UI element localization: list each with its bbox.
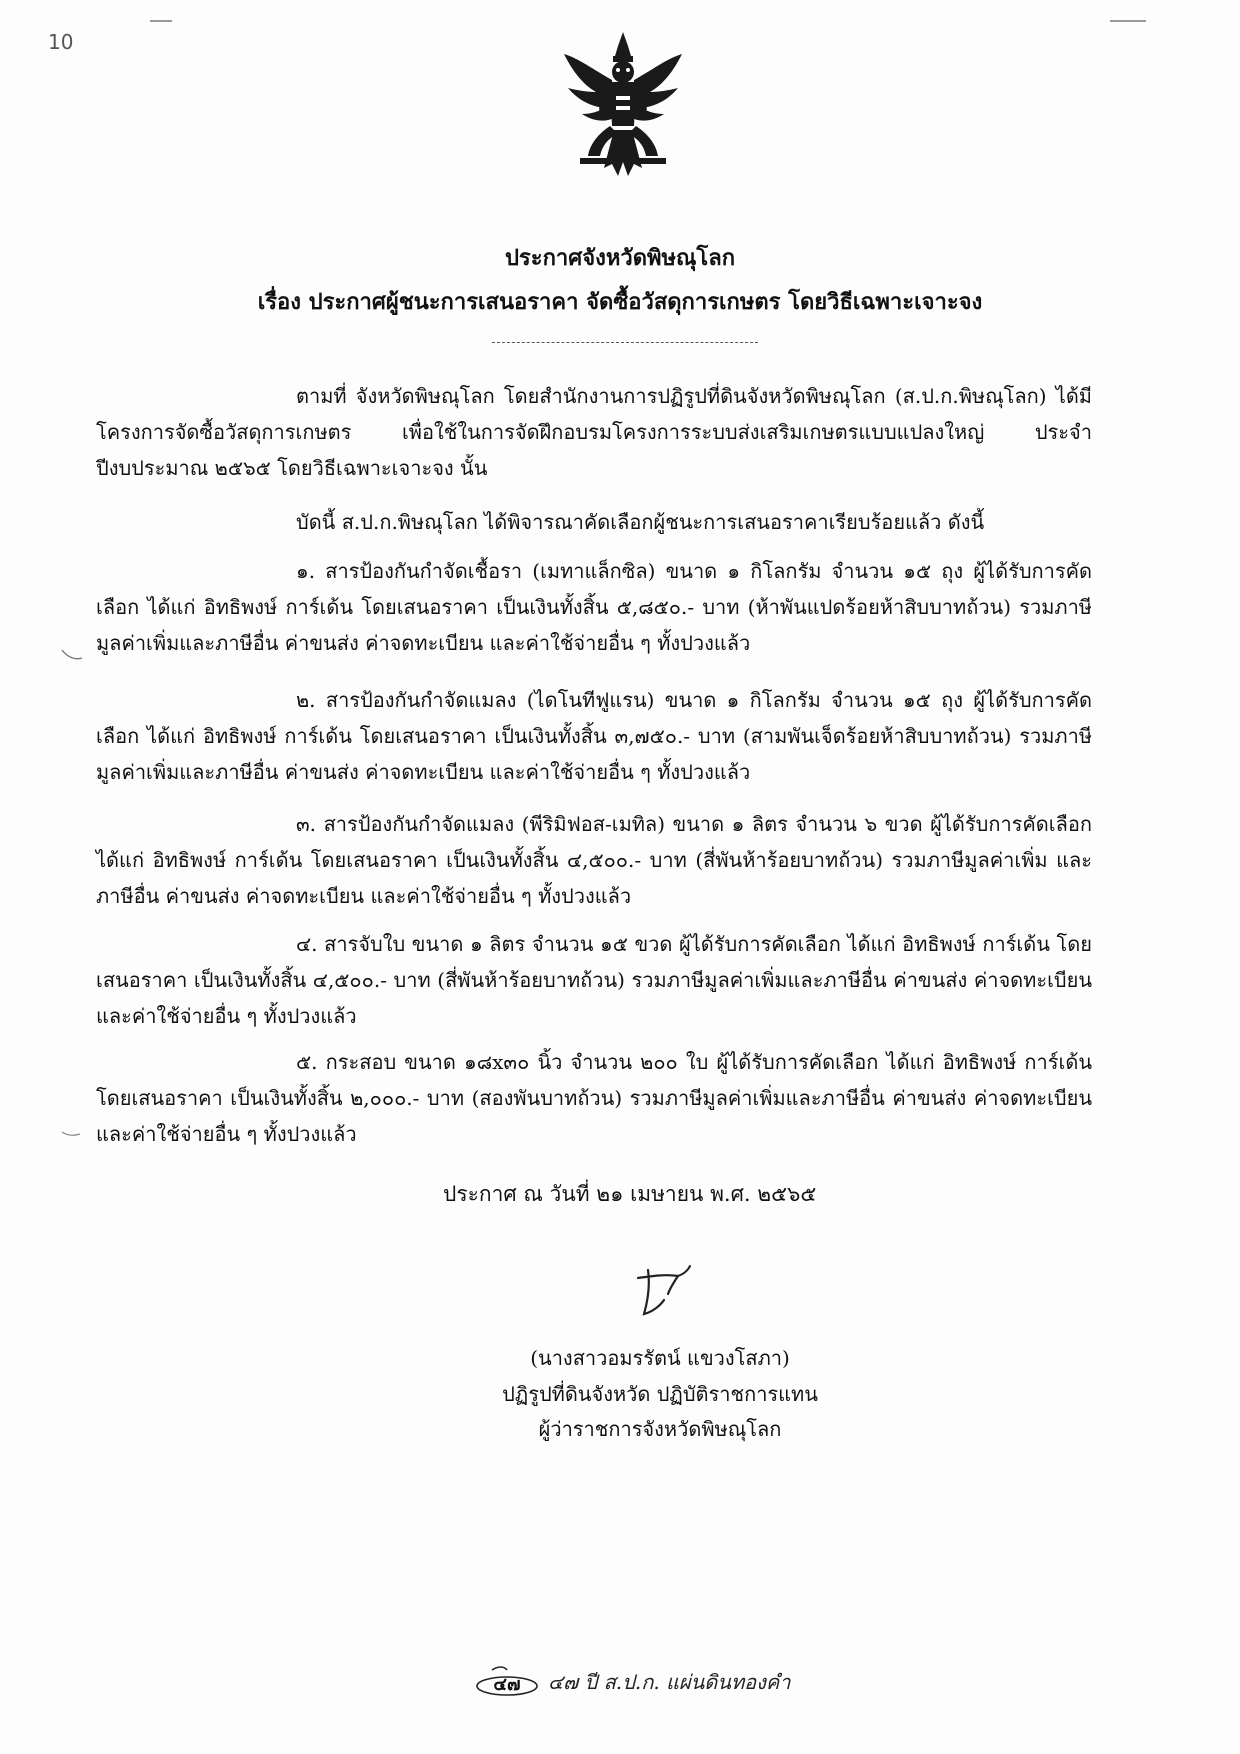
award-item-1: ๑. สารป้องกันกำจัดเชื้อรา (เมทาแล็กซิล) ขนาด ๑ กิโลกรัม จำนวน ๑๕ ถุง ผู้ได้รับการคัดเลือก ได้แก่ อิทธิพงษ์ การ์เด้น โดยเสนอราคา เป็นเงินทั้งสิ้น ๕,๘๕๐.- บาท (ห้าพันแปดร้อยห้าสิบบาทถ้วน) รวมภาษีมูลค่าเพิ่มและภาษีอื่น ค่าขนส่ง ค่าจดทะเบียน และค่าใช้จ่ายอื่น ๆ ทั้งปวงแล้ว xyxy=(96,559,1092,655)
award-item-5: ๕. กระสอบ ขนาด ๑๘x๓๐ นิ้ว จำนวน ๒๐๐ ใบ ผู้ได้รับการคัดเลือก ได้แก่ อิทธิพงษ์ การ์เด้น โดยเสนอราคา เป็นเงินทั้งสิ้น ๒,๐๐๐.- บาท (สองพันบาทถ้วน) รวมภาษีมูลค่าเพิ่มและภาษีอื่น ค่าขนส่ง ค่าจดทะเบียน และค่าใช้จ่ายอื่น ๆ ทั้งปวงแล้ว xyxy=(96,1050,1092,1146)
signatory-title: ผู้ว่าราชการจังหวัดพิษณุโลก xyxy=(538,1417,782,1441)
footer-logo-text: ๔๗ xyxy=(493,1674,521,1695)
alro-47-anniversary-logo-icon xyxy=(474,1664,540,1696)
announcement-title: ประกาศจังหวัดพิษณุโลก xyxy=(504,245,736,271)
award-item-4: ๔. สารจับใบ ขนาด ๑ ลิตร จำนวน ๑๕ ขวด ผู้ได้รับการคัดเลือก ได้แก่ อิทธิพงษ์ การ์เด้น โดยเสนอราคา เป็นเงินทั้งสิ้น ๔,๕๐๐.- บาท (สี่พันห้าร้อยบาทถ้วน) รวมภาษีมูลค่าเพิ่มและภาษีอื่น ค่าขนส่ง ค่าจดทะเบียน และค่าใช้จ่ายอื่น ๆ ทั้งปวงแล้ว xyxy=(96,932,1092,1028)
scan-margin-mark xyxy=(60,648,84,662)
award-item-2: ๒. สารป้องกันกำจัดแมลง (ไดโนทีฟูแรน) ขนาด ๑ กิโลกรัม จำนวน ๑๕ ถุง ผู้ได้รับการคัดเลือก ได้แก่ อิทธิพงษ์ การ์เด้น โดยเสนอราคา เป็นเงินทั้งสิ้น ๓,๗๕๐.- บาท (สามพันเจ็ดร้อยห้าสิบบาทถ้วน) รวมภาษีมูลค่าเพิ่มและภาษีอื่น ค่าขนส่ง ค่าจดทะเบียน และค่าใช้จ่ายอื่น ๆ ทั้งปวงแล้ว xyxy=(96,688,1093,784)
title-divider xyxy=(492,342,758,343)
scan-tick-mark xyxy=(150,20,172,22)
announcement-date: ประกาศ ณ วันที่ ๒๑ เมษายน พ.ศ. ๒๕๖๕ xyxy=(443,1182,817,1206)
handwritten-signature-icon xyxy=(630,1260,700,1322)
award-item-3: ๓. สารป้องกันกำจัดแมลง (พีริมิฟอส-เมทิล) ขนาด ๑ ลิตร จำนวน ๖ ขวด ผู้ได้รับการคัดเลือก ได้แก่ อิทธิพงษ์ การ์เด้น โดยเสนอราคา เป็นเงินทั้งสิ้น ๔,๕๐๐.- บาท (สี่พันห้าร้อยบาทถ้วน) รวมภาษีมูลค่าเพิ่ม และภาษีอื่น ค่าขนส่ง ค่าจดทะเบียน และค่าใช้จ่ายอื่น ๆ ทั้งปวงแล้ว xyxy=(96,812,1092,908)
scan-margin-mark xyxy=(60,1128,84,1142)
scan-tick-mark xyxy=(1110,20,1146,22)
result-statement: บัดนี้ ส.ป.ก.พิษณุโลก ได้พิจารณาคัดเลือกผู้ชนะการเสนอราคาเรียบร้อยแล้ว ดังนี้ xyxy=(296,510,985,534)
signatory-name: (นางสาวอมรรัตน์ แขวงโสภา) xyxy=(530,1346,790,1370)
intro-paragraph: ตามที่ จังหวัดพิษณุโลก โดยสำนักงานการปฏิรูปที่ดินจังหวัดพิษณุโลก (ส.ป.ก.พิษณุโลก) ได้มีโครงการจัดซื้อวัสดุการเกษตร เพื่อใช้ในการจัดฝึกอบรมโครงการระบบส่งเสริมเกษตรแบบแปลงใหญ่ ประจำปีงบประมาณ ๒๕๖๕ โดยวิธีเฉพาะเจาะจง นั้น xyxy=(96,384,1092,480)
signatory-position: ปฏิรูปที่ดินจังหวัด ปฏิบัติราชการแทน xyxy=(502,1382,818,1406)
footer-motto: ๔๗ ปี ส.ป.ก. แผ่นดินทองคำ xyxy=(548,1670,791,1694)
garuda-emblem-icon xyxy=(560,30,686,180)
announcement-subject: เรื่อง ประกาศผู้ชนะการเสนอราคา จัดซื้อวัสดุการเกษตร โดยวิธีเฉพาะเจาะจง xyxy=(257,289,983,315)
corner-page-number: 10 xyxy=(48,30,74,54)
